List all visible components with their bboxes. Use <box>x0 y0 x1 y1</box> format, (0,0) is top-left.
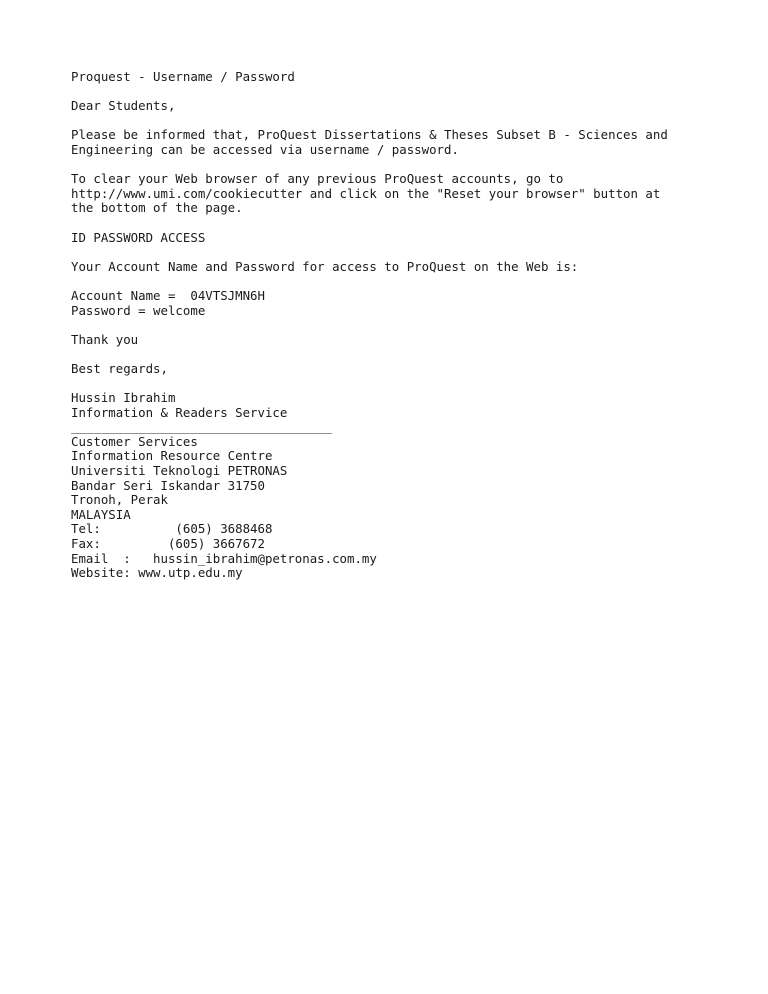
signature-name: Hussin Ibrahim <box>71 390 176 406</box>
intro-line: Engineering can be accessed via username / password. <box>71 141 459 157</box>
signature-department: Customer Services <box>71 433 198 449</box>
password-line: Password = welcome <box>71 302 206 318</box>
thanks-line: Thank you <box>71 331 139 347</box>
account-intro: Your Account Name and Password for access to ProQuest on the Web is: <box>71 258 579 274</box>
signature-centre: Information Resource Centre <box>71 448 273 464</box>
clear-browser-line: the bottom of the page. <box>71 200 243 216</box>
signature-country: MALAYSIA <box>71 506 131 522</box>
closing-line: Best regards, <box>71 360 168 376</box>
signature-divider: ___________________________________ <box>71 419 333 435</box>
signature-block <box>71 391 731 581</box>
signature-university: Universiti Teknologi PETRONAS <box>71 463 288 479</box>
letter-salutation: Dear Students, <box>71 98 176 114</box>
section-heading: ID PASSWORD ACCESS <box>71 229 206 245</box>
clear-browser-line: http://www.umi.com/cookiecutter and click on the "Reset your browser" button at <box>71 185 661 201</box>
intro-line: Please be informed that, ProQuest Dissertations & Theses Subset B - Sciences and <box>71 127 668 143</box>
letter-page <box>71 70 731 581</box>
signature-email: Email : hussin_ibrahim@petronas.com.my <box>71 550 377 566</box>
signature-fax: Fax: (605) 3667672 <box>71 536 265 551</box>
credentials-block <box>71 289 731 318</box>
signature-title: Information & Readers Service <box>71 404 288 420</box>
signature-address: Bandar Seri Iskandar 31750 <box>71 477 265 493</box>
signature-tel: Tel: (605) 3688468 <box>71 521 273 537</box>
signature-website: Website: www.utp.edu.my <box>71 565 243 581</box>
clear-browser-line: To clear your Web browser of any previous ProQuest accounts, go to <box>71 171 564 187</box>
clear-browser-paragraph <box>71 172 731 216</box>
account-name-line: Account Name = 04VTSJMN6H <box>71 287 265 303</box>
intro-paragraph <box>71 128 731 157</box>
signature-city: Tronoh, Perak <box>71 492 168 508</box>
letter-subject: Proquest - Username / Password <box>71 69 295 84</box>
